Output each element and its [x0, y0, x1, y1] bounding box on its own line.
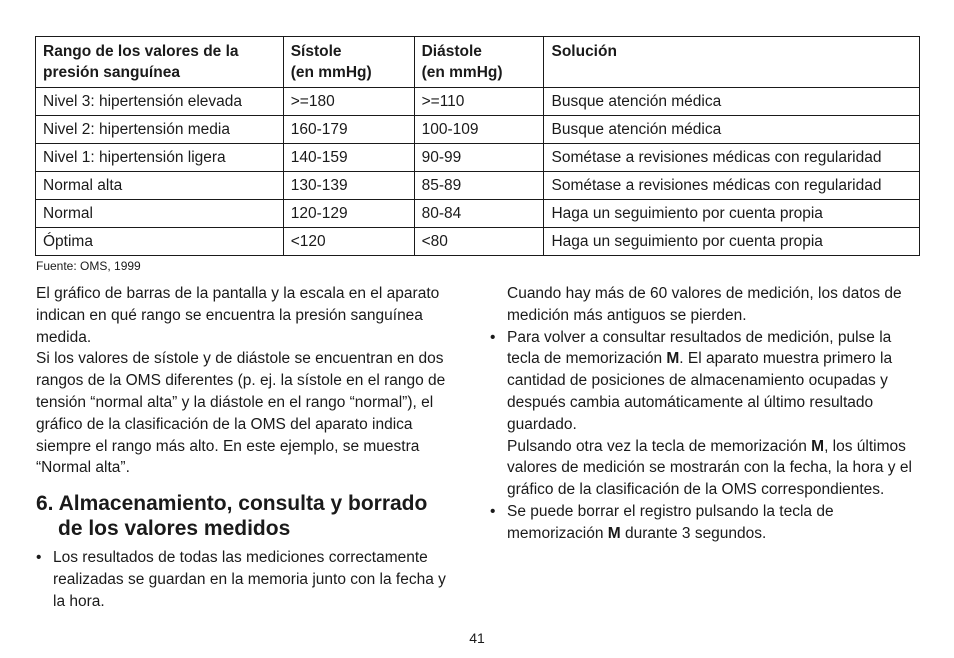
left-column [36, 283, 456, 613]
table-row [36, 200, 920, 228]
cell-range: Nivel 1: hipertensión ligera [36, 144, 284, 172]
cell-solution: Haga un seguimiento por cuenta propia [544, 228, 920, 256]
header-systole: Sístole (en mmHg) [283, 37, 414, 88]
table-row [36, 172, 920, 200]
list-item [490, 327, 922, 436]
cell-range: Nivel 3: hipertensión elevada [36, 88, 284, 116]
paragraph: Cuando hay más de 60 valores de medición, los datos de medición más antiguos se pierden. [507, 285, 902, 324]
list-item-text: Los resultados de todas las mediciones correctamente realizadas se guardan en la memoria junto con la fecha y la hora. [53, 549, 446, 610]
bullet-icon: • [490, 502, 496, 520]
table-header-row [36, 37, 920, 88]
right-column [490, 283, 922, 545]
table-row [36, 88, 920, 116]
bullet-icon: • [490, 328, 496, 346]
cell-systole: 160-179 [283, 116, 414, 144]
list-item-text: . El aparato muestra primero la cantidad de posiciones de almacenamiento ocupadas y después cambia automáticamente al último resultado guardado. [507, 350, 893, 433]
cell-systole: 140-159 [283, 144, 414, 172]
cell-diastole: 90-99 [414, 144, 544, 172]
cell-range: Nivel 2: hipertensión media [36, 116, 284, 144]
bullet-icon: • [36, 549, 42, 567]
cell-solution: Busque atención médica [544, 88, 920, 116]
cell-systole: 120-129 [283, 200, 414, 228]
list-item-text: Para volver a consultar resultados de medición, pulse la tecla de memorización [507, 328, 892, 368]
list-item [36, 547, 456, 612]
header-range: Rango de los valores de la presión sanguínea [36, 37, 284, 88]
cell-systole: <120 [283, 228, 414, 256]
cell-diastole: 100-109 [414, 116, 544, 144]
memory-key-label: M [607, 524, 621, 542]
table-row [36, 144, 920, 172]
cell-range: Normal alta [36, 172, 284, 200]
cell-diastole: <80 [414, 228, 544, 256]
section-heading: 6. Almacenamiento, consulta y borrado de los valores medidos [36, 492, 428, 541]
paragraph: Si los valores de sístole y de diástole se encuentran en dos rangos de la OMS diferentes (p. ej. la sístole en el rango de tensión “normal alta” y la diástole en el rango “normal”), el gráfico de la clasificación de la OMS del aparato indica siempre el rango más alto. En este ejemplo, se muestra “Normal alta”. [36, 350, 446, 477]
cell-solution: Sométase a revisiones médicas con regularidad [544, 144, 920, 172]
cell-solution: Haga un seguimiento por cuenta propia [544, 200, 920, 228]
list-item-text: Se puede borrar el registro pulsando la tecla de memorización [507, 502, 834, 542]
memory-key-label: M [811, 437, 825, 455]
paragraph [490, 436, 922, 501]
cell-diastole: >=110 [414, 88, 544, 116]
cell-systole: 130-139 [283, 172, 414, 200]
list-item [490, 501, 922, 545]
header-solution: Solución [544, 37, 920, 88]
paragraph-text: , los últimos valores de medición se mostrarán con la fecha, la hora y el gráfico de la clasificación de la OMS correspondientes. [507, 437, 912, 499]
cell-diastole: 80-84 [414, 200, 544, 228]
paragraph-text: Pulsando otra vez la tecla de memorización [507, 437, 812, 455]
paragraph: El gráfico de barras de la pantalla y la escala en el aparato indican en qué rango se encuentra la presión sanguínea medida. [36, 285, 440, 346]
cell-range: Normal [36, 200, 284, 228]
cell-systole: >=180 [283, 88, 414, 116]
header-diastole: Diástole (en mmHg) [414, 37, 544, 88]
cell-range: Óptima [36, 228, 284, 256]
blood-pressure-table [35, 36, 920, 256]
cell-diastole: 85-89 [414, 172, 544, 200]
memory-key-label: M [666, 350, 680, 368]
table-source: Fuente: OMS, 1999 [36, 259, 141, 273]
list-item-text: durante 3 segundos. [620, 524, 767, 542]
page-number: 41 [469, 630, 485, 646]
cell-solution: Sométase a revisiones médicas con regularidad [544, 172, 920, 200]
table-row [36, 228, 920, 256]
cell-solution: Busque atención médica [544, 116, 920, 144]
table-row [36, 116, 920, 144]
